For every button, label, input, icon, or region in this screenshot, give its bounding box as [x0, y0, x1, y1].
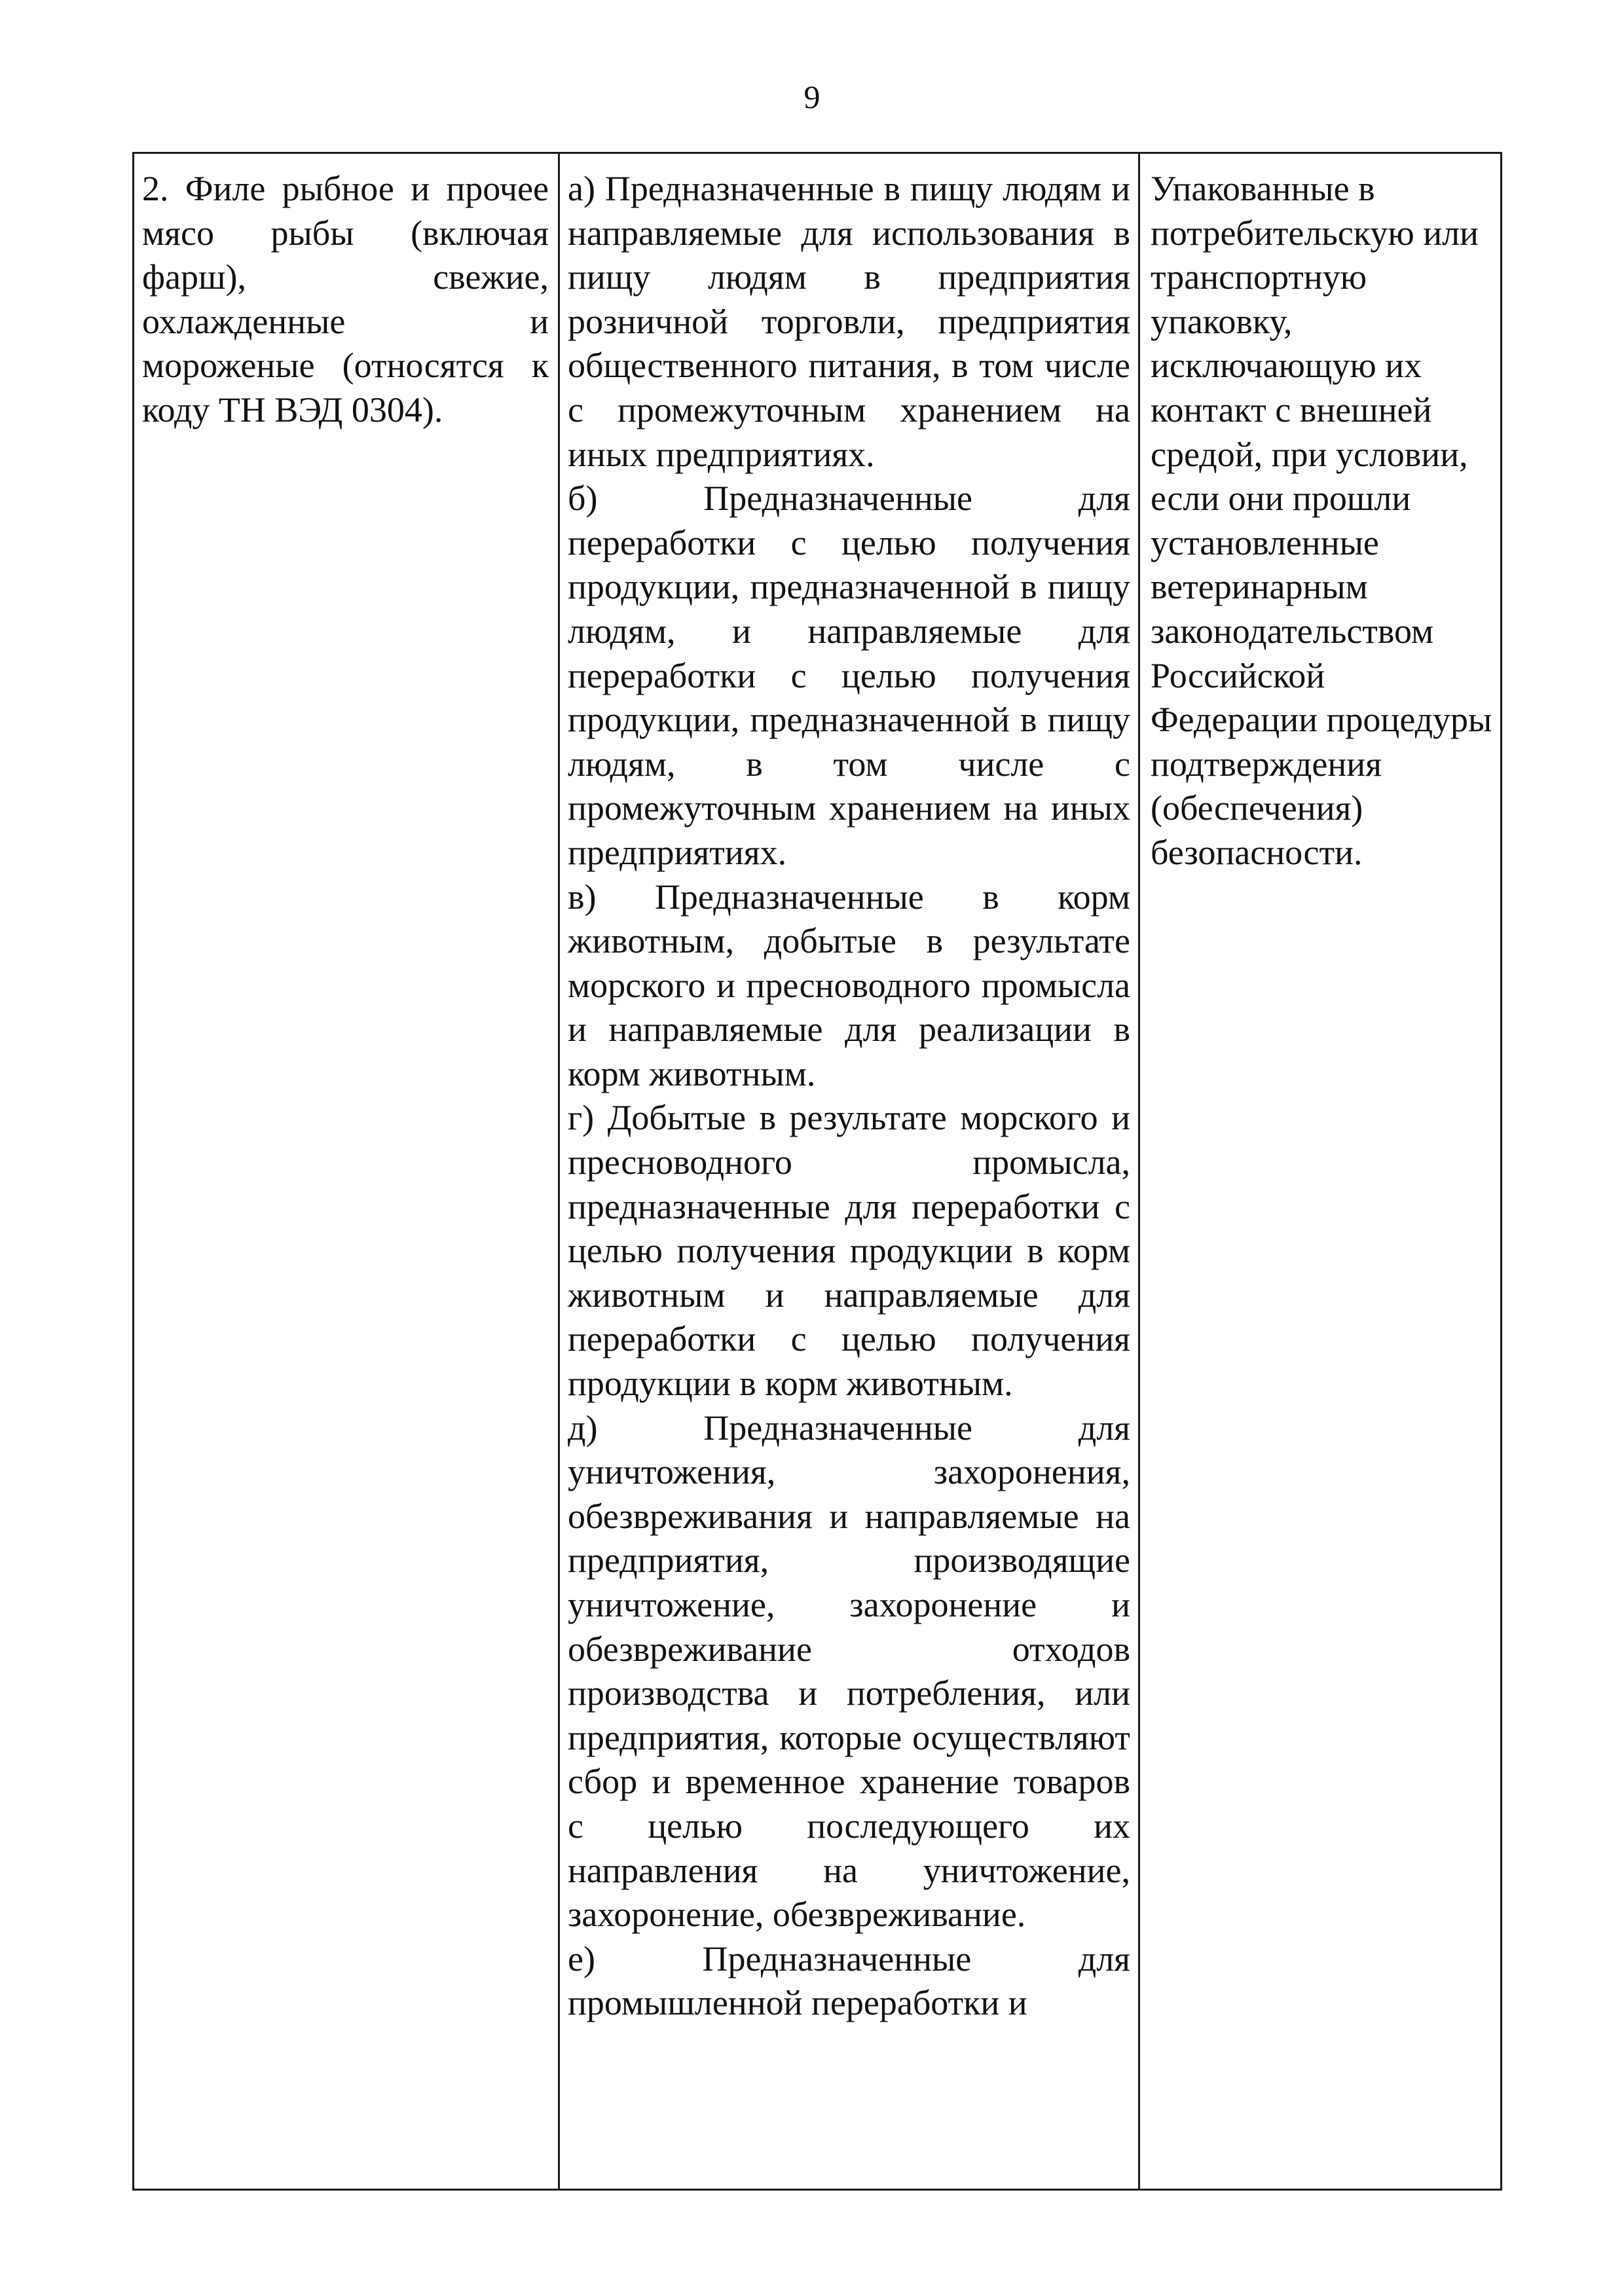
condition-cell	[1140, 154, 1500, 2189]
page-number: 9	[803, 79, 821, 115]
regulation-table	[132, 152, 1502, 2191]
product-description: 2. Филе рыбное и прочее мясо рыбы (включая фарш), свежие, охлажденные и мороженые (относятся к коду ТН ВЭД 0304).	[142, 169, 549, 429]
purpose-item-g: г) Добытые в результате морского и пресноводного промысла, предназначенные для переработки с целью получения продукции в корм животным и направляемые для переработки с целью получения продукции в корм животным.	[568, 1098, 1130, 1404]
purpose-cell	[560, 154, 1140, 2189]
purpose-item-a: а) Предназначенные в пищу людям и направляемые для использования в пищу людям в предприятия розничной торговли, предприятия общественного питания, в том числе с промежуточным хранением на иных предприятиях.	[568, 169, 1130, 474]
purpose-item-e: е) Предназначенные для промышленной переработки и	[568, 1939, 1130, 2023]
condition-text: Упакованные в потребительскую или транспортную упаковку, исключающую их контакт с внешней средой, при условии, если они прошли установленные ветеринарным законодательством Российской Федерации процедуры подтверждения (обеспечения) безопасности.	[1151, 169, 1492, 872]
purpose-item-v: в) Предназначенные в корм животным, добытые в результате морского и пресноводного промысла и направляемые для реализации в корм животным.	[568, 877, 1130, 1093]
purpose-item-d: д) Предназначенные для уничтожения, захоронения, обезвреживания и направляемые на предприятия, производящие уничтожение, захоронение и обезвреживание отходов производства и потребления, или предприятия, которые осуществляют сбор и временное хранение товаров с целью последующего их направления на уничтожение, захоронение, обезвреживание.	[568, 1408, 1130, 1935]
purpose-item-b: б) Предназначенные для переработки с целью получения продукции, предназначенной в пищу людям, и направляемые для переработки с целью получения продукции, предназначенной в пищу людям, в том числе с промежуточным хранением на иных предприятиях.	[568, 479, 1130, 872]
product-cell	[134, 154, 560, 2189]
